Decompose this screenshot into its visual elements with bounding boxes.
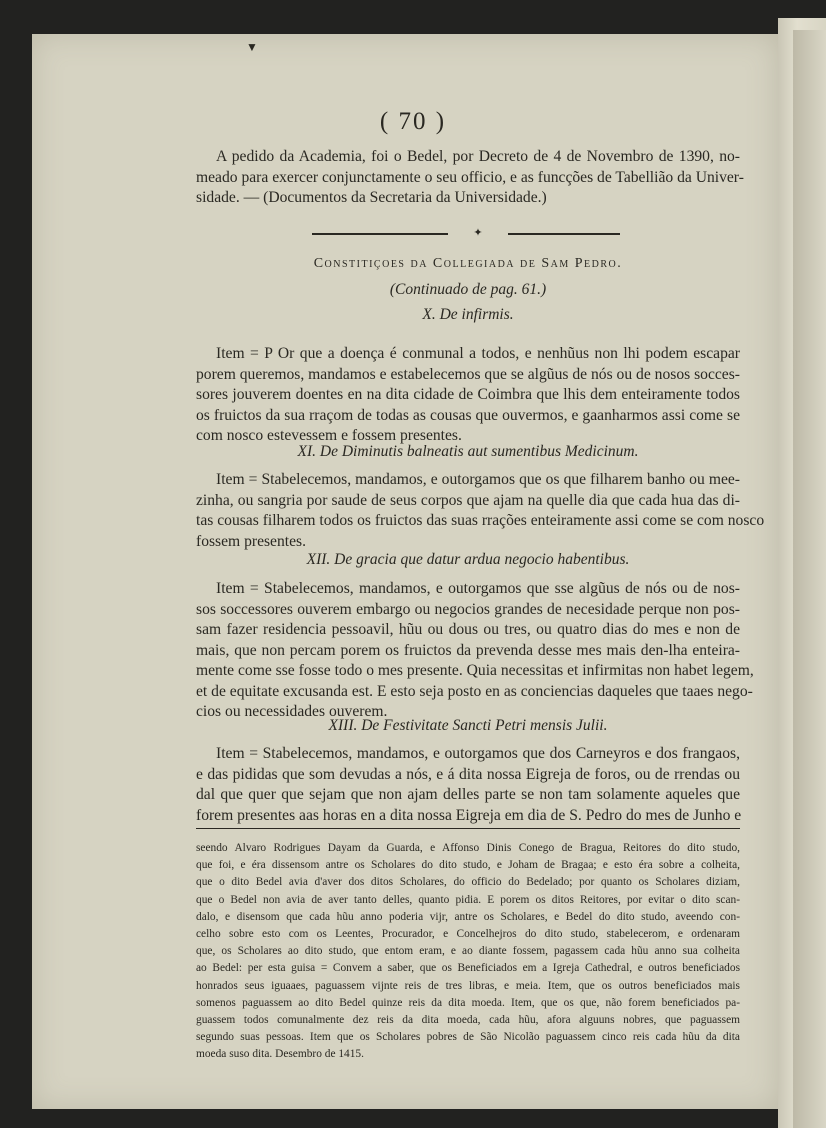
footnote-line: segundo suas pessoas. Item que os Scholares pobres de São Nicolão paguassem cinco reis cada hũu da dita [196,1031,740,1044]
footnote-line: dalo, e disensom que cada hũu anno poderia vijr, antre os Scholares, e Bedel do dito studo, aveendo con- [196,910,740,923]
text-line: sos soccessores ouverem embargo ou negocios grandes de necesidade perque non pos- [196,600,740,618]
footnote-line: que, os Scholares ao dito studo, que entom eram, e ao diante fossem, pagassem cada hũu anno sua colheita [196,945,740,958]
adjacent-page-edge-inner [793,30,826,1128]
text-line: dal que quer que sejam que non ajam delles parte se non tam solamente aqueles que [196,786,740,803]
text-line: A pedido da Academia, foi o Bedel, por Decreto de 4 de Novembro de 1390, no- [216,148,740,165]
chapter-title: XIII. De Festivitate Sancti Petri mensis Julii. [328,717,608,734]
printer-mark: ▼ [246,40,258,54]
chapter-title: X. De infirmis. [422,306,514,323]
footnote-line: honrados seus iguaaes, paguassem vijnte reis de tres libras, e meia. Item, que os outros beneficiados mais [196,979,740,992]
text-line: sam fazer residencia pessoavil, hũu ou dous ou tres, ou quatro dias do mes e non de [196,621,740,638]
text-line: zinha, ou sangria por saude de seus corpos que ajam na quelle dia que cada hua das di- [196,491,740,509]
footnote-line: que o dito Bedel avia d'aver dos ditos Scholares, do officio do Bedelado; por quanto os Scholares diziam, [196,876,740,889]
footnote-line: que o Bedel non avia de aver tanto delles, quanto pidia. E porem os ditos Reitores, por evitar o dito scan- [196,893,740,906]
text-line: Item = Stabelecemos, mandamos, e outorgamos que dos Carneyros e dos frangaos, [216,745,740,762]
text-line: Item = P Or que a doença é conmunal a todos, e nenhũus non lhi podem escapar [216,345,740,362]
text-line: os fruictos da sua rraçom de todas as cousas que ouvermos, e gaanharmos assi come se [196,406,740,424]
text-line: sores jouverem doentes en na dita cidade de Coimbra que lhis dem enteiramente todos [196,386,740,403]
footnote-line: ao Bedel: per esta guisa = Convem a saber, que os Beneficiados em a Igreja Cathedral, e outros beneficiados [196,962,740,975]
page-number: ( 70 ) [379,108,447,135]
footnote-line: somenos paguassem ao dito Bedel quinze reis da dita moeda. Item, que os que, não forem beneficiados pa- [196,996,740,1009]
text-line: meado para exercer conjunctamente o seu officio, e as funcções de Tabellião da Univer- [196,168,744,186]
chapter-body [196,470,765,552]
chapter-body [196,344,740,447]
footnote-line: guassem todos comunalmente dez reis da dita moeda, cada hũu, afora alguuns nobres, que paguassem [196,1014,740,1027]
text-line: Item = Stabelecemos, mandamos, e outorgamos que os que filharem banho ou mee- [216,471,740,488]
chapter-title: XII. De gracia que datur ardua negocio habentibus. [306,551,630,568]
footnote-line: moeda suso dita. Desembro de 1415. [196,1048,364,1061]
chapter-body [196,579,754,723]
chapter-body [196,744,740,826]
footnote [196,840,740,1064]
text-line: forem presentes aas horas en a dita nossa Eigreja em dia de S. Pedro do mes de Junho e [196,806,742,824]
text-line: fossem presentes. [196,532,306,550]
text-line: tas cousas filharem todos os fruictos das suas rrações enteiramente assi come se com nosco [196,512,765,529]
text-line: Item = Stabelecemos, mandamos, e outorgamos que sse algũus de nós ou de nos- [216,580,740,597]
continuation-note: (Continuado de pag. 61.) [389,281,547,298]
rule-ornament: ✦ [448,226,508,239]
text-line: cios ou necessidades ouverem. [196,703,388,720]
footnote-line: celho sobre esto com os Leentes, Procurador, e Concelhejros do dito studo, stabelecerom, e ordenaram [196,928,740,941]
section-heading: Constitiçoes da Collegiada de Sam Pedro. [313,256,623,271]
intro-paragraph [196,147,744,209]
footnote-line: que foi, e éra dissensom antre os Scholares do dito studo, e Joham de Bragaa; e esto éra sobre a colheita, [196,859,740,872]
text-line: e das pididas que som devudas a nós, e á dita nossa Eigreja de foros, ou de rrendas ou [196,765,740,783]
text-line: mais, que non percam porem os fruictos da prevenda desse mes mais den-lha enteira- [196,641,740,659]
text-line: com nosco estevessem e fossem presentes. [196,427,462,444]
chapter-title: XI. De Diminutis balneatis aut sumentibus Medicinum. [297,443,639,460]
text-line: porem queremos, mandamos e estabelecemos que se algũus de nós ou de nosos socces- [196,365,740,383]
text-line: sidade. — (Documentos da Secretaria da Universidade.) [196,189,547,206]
text-line: mente come sse fosse todo o mes presente. Quia necessitas et infirmitas non habet legem, [196,662,754,679]
footnote-line: seendo Alvaro Rodrigues Dayam da Guarda, e Affonso Dinis Conego de Bragua, Reitores do dito studo, [196,842,740,854]
text-line: et de equitate excusanda est. E esto seja posto en as conciencias daqueles que taaes nego- [196,682,753,700]
footnote-rule [196,828,740,829]
